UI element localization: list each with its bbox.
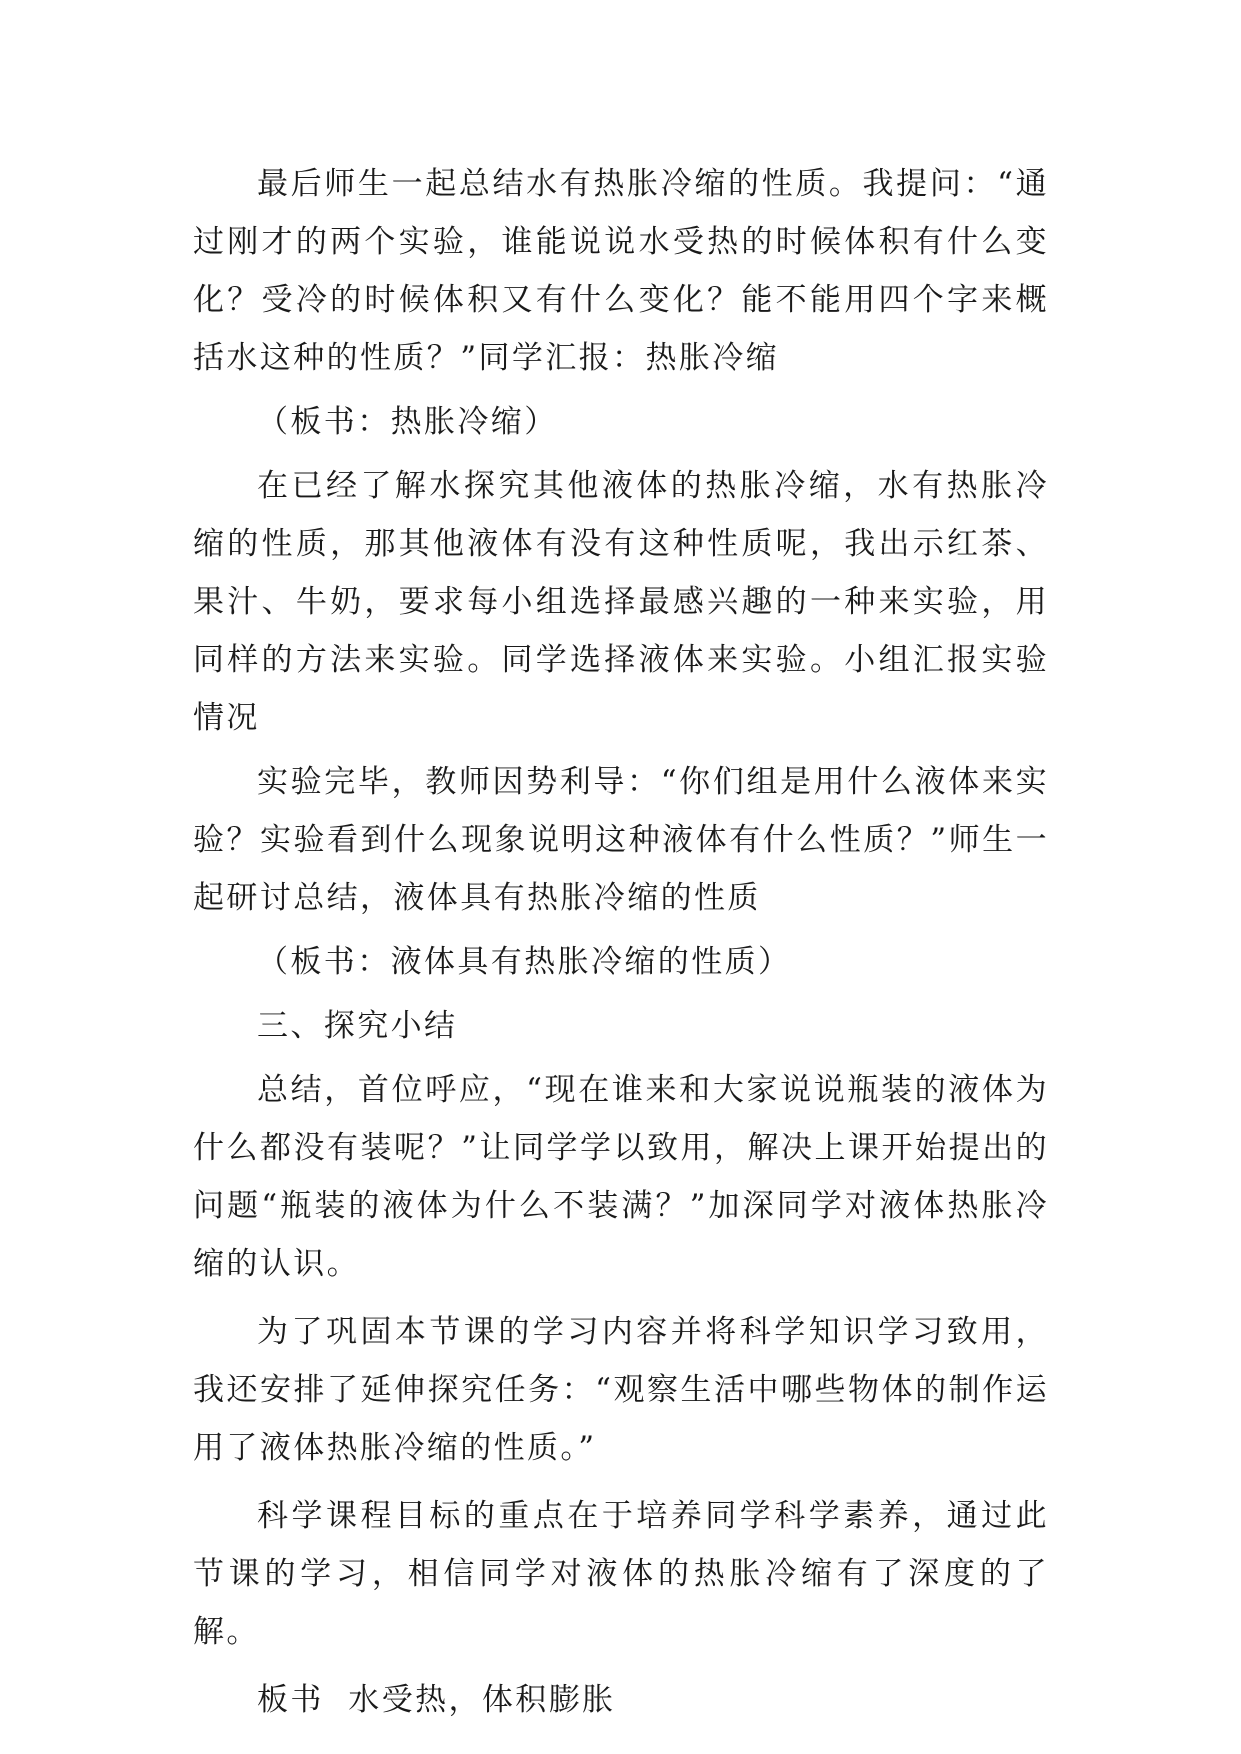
- paragraph-experiment-done: 实验完毕，教师因势利导：“你们组是用什么液体来实验？实验看到什么现象说明这种液体有什么性质？”师生一起研讨总结，液体具有热胀冷缩的性质: [193, 764, 1049, 916]
- board-outline: 板书 水受热，体积膨胀: [257, 1682, 616, 1718]
- section-heading-summary: 三、探究小结: [257, 1008, 458, 1044]
- document-page: [193, 155, 1049, 1729]
- paragraph-summary-water: 最后师生一起总结水有热胀冷缩的性质。我提问：“通过刚才的两个实验，谁能说说水受热的时候体积有什么变化？受冷的时候体积又有什么变化？能不能用四个字来概括水这种的性质？”同学汇报：热胀冷缩: [193, 166, 1049, 376]
- paragraph-extension-task: 为了巩固本节课的学习内容并将科学知识学习致用，我还安排了延伸探究任务：“观察生活中哪些物体的制作运用了液体热胀冷缩的性质。”: [193, 1314, 1049, 1466]
- paragraph-conclusion: 总结，首位呼应，“现在谁来和大家说说瓶装的液体为什么都没有装呢？”让同学学以致用，解决上课开始提出的问题“瓶装的液体为什么不装满？”加深同学对液体热胀冷缩的认识。: [193, 1072, 1049, 1282]
- paragraph-other-liquids: 在已经了解水探究其他液体的热胀冷缩，水有热胀冷缩的性质，那其他液体有没有这种性质呢，我出示红茶、果汁、牛奶，要求每小组选择最感兴趣的一种来实验，用同样的方法来实验。同学选择液体来实验。小组汇报实验情况: [193, 468, 1049, 736]
- board-note-liquid-property: （板书：液体具有热胀冷缩的性质）: [257, 944, 792, 980]
- paragraph-course-goal: 科学课程目标的重点在于培养同学科学素养，通过此节课的学习，相信同学对液体的热胀冷缩有了深度的了解。: [193, 1498, 1049, 1650]
- board-note-thermal-expansion: （板书：热胀冷缩）: [257, 404, 558, 440]
